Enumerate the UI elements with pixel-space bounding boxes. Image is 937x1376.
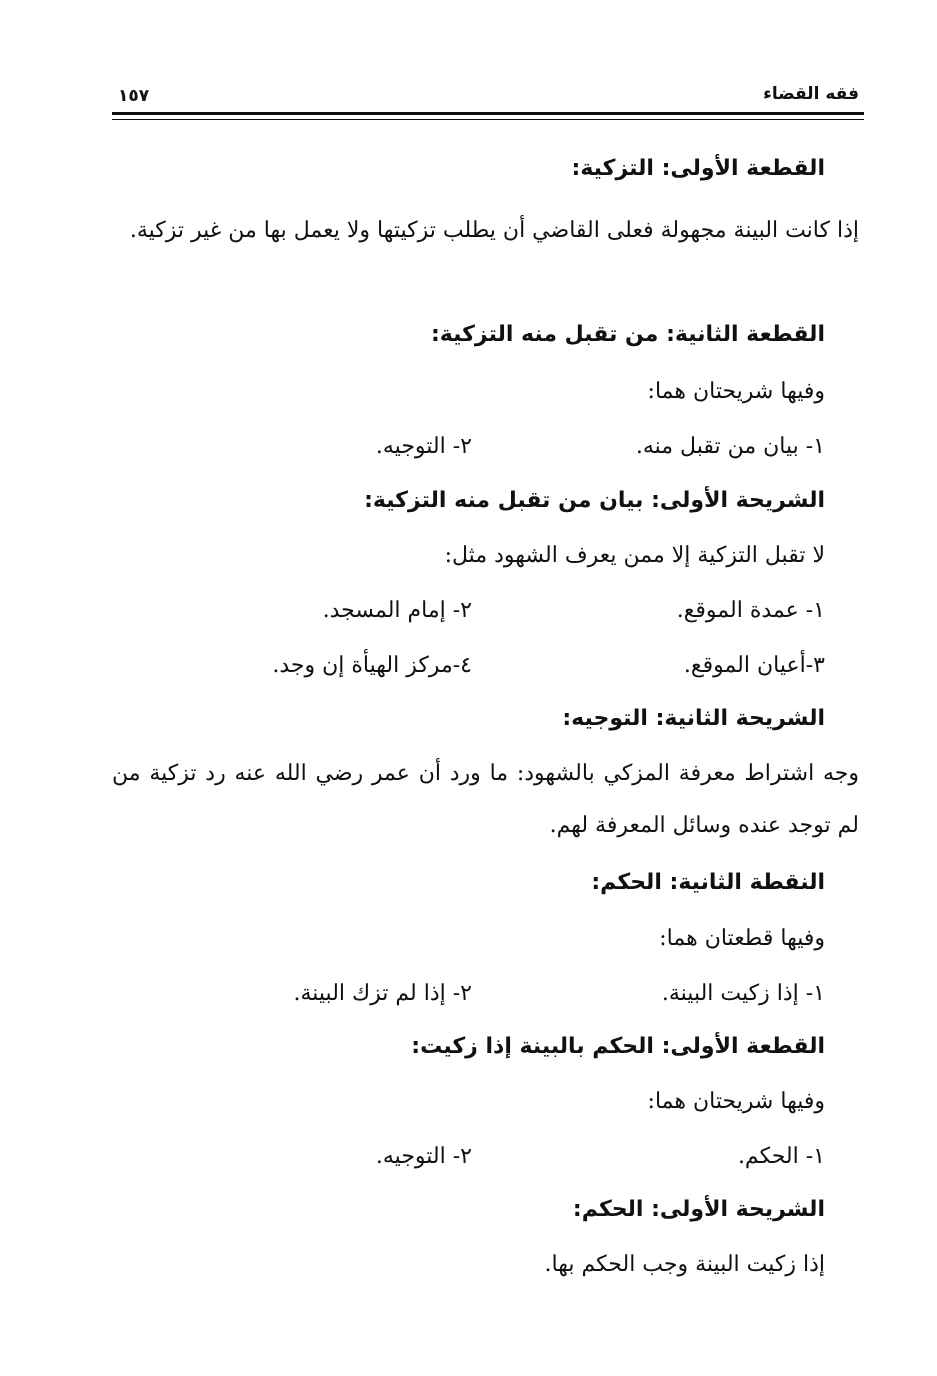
running-header-title: فقه القضاء [763,84,859,104]
list-item: ١- عمدة الموقع. [676,598,825,623]
heading-statement-of-accepted: الشريحة الأولى: بيان من تقبل منه التزكية: [364,488,825,513]
heading-tazkiya: القطعة الأولى: التزكية: [571,156,825,181]
paragraph-omar-narration: وجه اشتراط معرفة المزكي بالشهود: ما ورد أن عمر رضي الله عنه رد تزكية من لم توجد عنده وسائل المعرفة لهم. [112,761,859,838]
list-item: ٣-أعيان الموقع. [683,653,825,678]
list-item: ١- الحكم. [737,1144,825,1169]
paragraph-unknown-evidence: إذا كانت البينة مجهولة فعلى القاضي أن يطلب تزكيتها ولا يعمل بها من غير تزكية. [129,218,859,243]
heading-who-accepted: القطعة الثانية: من تقبل منه التزكية: [430,322,825,347]
list-item: ٢- التوجيه. [375,1144,472,1169]
intro-accepted-conditions: لا تقبل التزكية إلا ممن يعرف الشهود مثل: [444,543,825,568]
list-item: ٢- إمام المسجد. [322,598,472,623]
list-item: ٤-مركز الهيأة إن وجد. [272,653,472,678]
intro-two-pieces: وفيها قطعتان هما: [659,926,825,951]
paragraph-ruling-obligation: إذا زكيت البينة وجب الحكم بها. [544,1252,825,1277]
list-item: ١- إذا زكيت البينة. [661,981,825,1006]
header-rule-thick [112,112,864,115]
list-item: ١- بيان من تقبل منه. [635,434,825,459]
list-item: ٢- إذا لم تزك البينة. [293,981,472,1006]
list-item: ٢- التوجيه. [375,434,472,459]
heading-ruling: النقطة الثانية: الحكم: [591,870,825,895]
header-rule-thin [112,119,864,120]
heading-guidance: الشريحة الثانية: التوجيه: [562,706,825,731]
heading-ruling-if-purified: القطعة الأولى: الحكم بالبينة إذا زكيت: [411,1034,825,1059]
intro-two-slices-2: وفيها شريحتان هما: [647,1089,825,1114]
page-number: ١٥٧ [118,86,150,106]
intro-two-slices: وفيها شريحتان هما: [647,379,825,404]
heading-first-slice-ruling: الشريحة الأولى: الحكم: [572,1197,825,1222]
